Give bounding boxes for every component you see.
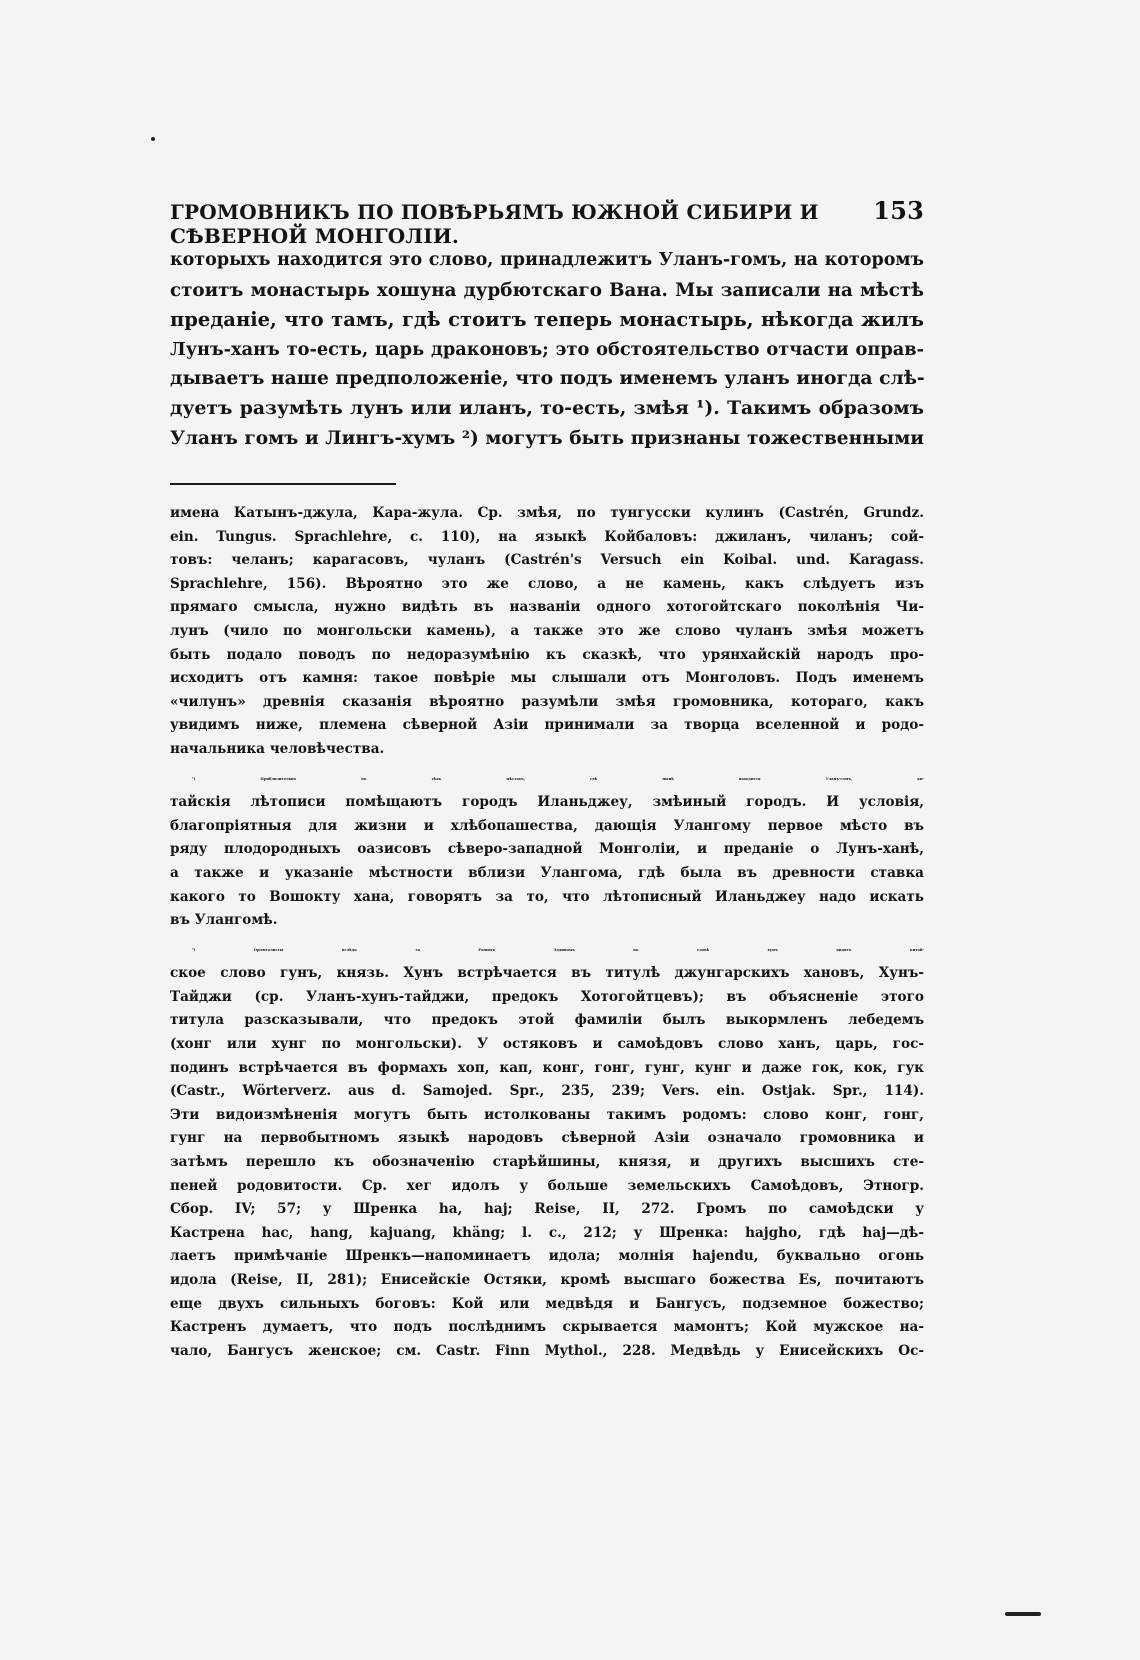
footnote-line: ское слово гунъ, князь. Хунъ встрѣчается въ титулѣ джунгарскихъ хановъ, Хунъ- <box>170 965 924 982</box>
footnote-line: благопріятныя для жизни и хлѣбопашества, дающія Улангому первое мѣсто въ <box>170 817 924 834</box>
footnote-line: ¹) Приблизительно въ тѣхъ мѣстахъ, гдѣ нынѣ находится Уланъ-гомъ, ки- <box>192 776 924 781</box>
footnotes <box>170 502 924 1369</box>
footnote-line: (хонг или хунг по монгольски). У остяковъ и самоѣдовъ слово ханъ, царь, гос- <box>170 1036 924 1053</box>
footnote-continuation <box>170 502 924 762</box>
scan-speck <box>1005 1612 1041 1616</box>
running-title: ГРОМОВНИКЪ ПО ПОВѢРЬЯМЪ ЮЖНОЙ СИБИРИ И СѢВЕРНОЙ МОНГОЛІИ. <box>170 200 819 248</box>
page-number: 153 <box>873 196 924 225</box>
footnote-line: быть подало поводъ по недоразумѣнію къ сказкѣ, что урянхайскій народъ про- <box>170 646 924 663</box>
footnote-line: подинъ встрѣчается въ формахъ хоп, кап, конг, гонг, гунг, кунг и даже гок, кок, гук <box>170 1059 924 1076</box>
footnote-line: Эти видоизмѣненія могутъ быть истолкованы такимъ родомъ: слово конг, гонг, <box>170 1106 924 1123</box>
footnote-line: пеней родовитости. Ср. хег идолъ у больше земельскихъ Самоѣдовъ, Этногр. <box>170 1177 924 1194</box>
footnote-line: Тайджи (ср. Уланъ-хунъ-тайджи, предокъ Хотогойтцевъ); въ объясненіе этого <box>170 988 924 1005</box>
footnote-line: лаетъ примѣчаніе Шренкъ—напоминаетъ идола; молнія hajendu, буквально огонь <box>170 1248 924 1265</box>
running-header <box>170 196 924 248</box>
footnote-line: чало, Бангусъ женское; см. Castr. Finn Mythol., 228. Медвѣдь у Енисейскихъ Ос- <box>170 1342 924 1359</box>
footnote-line: ряду плодородныхъ оазисовъ сѣверо-западной Монголіи, и преданіе о Лунъ-ханѣ, <box>170 841 924 858</box>
footnote-line: исходитъ отъ камня: такое повѣріе мы слышали отъ Монголовъ. Подъ именемъ <box>170 670 924 687</box>
footnote-line: въ Улангомѣ. <box>170 912 278 929</box>
footnote-line: (Castr., Wörterverz. aus d. Samojed. Spr., 235, 239; Vers. ein. Ostjak. Spr., 114). <box>170 1083 924 1100</box>
body-line: стоитъ монастырь хошуна дурбютскаго Вана. Мы записали на мѣстѣ <box>170 279 924 301</box>
footnote-line: Кастрена hac, hang, kajuang, khäng; l. c., 212; у Шренка: hajgho, гдѣ haj—дѣ- <box>170 1224 924 1241</box>
footnote-line: товъ: челанъ; карагасовъ, чуланъ (Castrén's Versuch ein Koibal. und. Karagass. <box>170 552 924 569</box>
footnote-1 <box>170 768 924 933</box>
body-line: дуетъ разумѣть лунъ или иланъ, то-есть, змѣя ¹). Такимъ образомъ <box>170 396 924 419</box>
body-line: Уланъ гомъ и Лингъ-хумъ ²) могутъ быть признаны тожественными <box>170 427 924 449</box>
scan-speck <box>151 137 155 141</box>
footnote-line: титула разсказывали, что предокъ этой фамиліи былъ выкормленъ лебедемъ <box>170 1012 924 1029</box>
footnote-line: увидимъ ниже, племена сѣверной Азіи принимали за творца вселенной и родо- <box>170 717 924 734</box>
footnote-line: начальника человѣчества. <box>170 740 385 757</box>
footnote-line: Сбор. IV; 57; у Шренка ha, haj; Reise, II, 272. Громъ по самоѣдски у <box>170 1201 924 1218</box>
footnote-line: идола (Reise, II, 281); Енисейскіе Остяки, кромѣ высшаго божества Es, почитаютъ <box>170 1272 924 1288</box>
footnote-line: а также и указаніе мѣстности вблизи Улангома, гдѣ была въ древности ставка <box>170 864 924 881</box>
footnote-2 <box>170 939 924 1364</box>
main-text <box>170 246 924 453</box>
footnote-line: затѣмъ перешло къ обозначенію старѣйшины, князя, и другихъ высшихъ сте- <box>170 1154 924 1171</box>
footnote-line: Sprachlehre, 156). Вѣроятно это же слово, а не камень, какъ слѣдуетъ изъ <box>170 575 924 592</box>
footnote-line: прямаго смысла, нужно видѣть въ названіи одного хотогойтскаго поколѣнія Чи- <box>170 599 924 616</box>
footnote-line: «чилунъ» древнія сказанія вѣроятно разумѣли змѣя громовника, котораго, какъ <box>170 693 924 710</box>
footnote-line: лунъ (чило по монгольски камень), а также это же слово чуланъ змѣя можетъ <box>170 622 924 639</box>
footnote-line: какого то Вошокту хана, говорятъ за то, что лѣтописный Иланьджеу надо искать <box>170 888 924 905</box>
footnote-separator <box>170 483 396 485</box>
footnote-line: ein. Tungus. Sprachlehre, с. 110), на языкѣ Койбаловъ: джиланъ, чиланъ; сой- <box>170 528 924 545</box>
footnote-line: имена Катынъ-джула, Кара-жула. Ср. змѣя, по тунгусски кулинъ (Castrén, Grundz. <box>170 505 924 521</box>
body-line: Лунъ-ханъ то-есть, царь драконовъ; это обстоятельство отчасти оправ- <box>170 338 924 360</box>
footnote-line: гунг на первобытномъ языкѣ народовъ сѣверной Азіи означало громовника и <box>170 1130 924 1147</box>
footnote-line: ²) Оріенталисты вслѣдъ за Рашидъ Эддиномъ въ словѣ хумъ видятъ китай- <box>192 947 924 952</box>
body-line: которыхъ находится это слово, принадлежитъ Уланъ-гомъ, на которомъ <box>170 250 924 270</box>
footnote-line: еще двухъ сильныхъ боговъ: Кой или медвѣдя и Бангусъ, подземное божество; <box>170 1295 924 1312</box>
body-line: дываетъ наше предположеніе, что подъ именемъ уланъ иногда слѣ- <box>170 367 925 390</box>
footnote-line: тайскія лѣтописи помѣщаютъ городъ Иланьджеу, змѣиный городъ. И условія, <box>170 794 924 811</box>
body-line: преданіе, что тамъ, гдѣ стоитъ теперь монастырь, нѣкогда жилъ <box>170 308 924 332</box>
footnote-line: Кастренъ думаетъ, что подъ послѣднимъ скрывается мамонтъ; Кой мужское на- <box>170 1319 924 1336</box>
